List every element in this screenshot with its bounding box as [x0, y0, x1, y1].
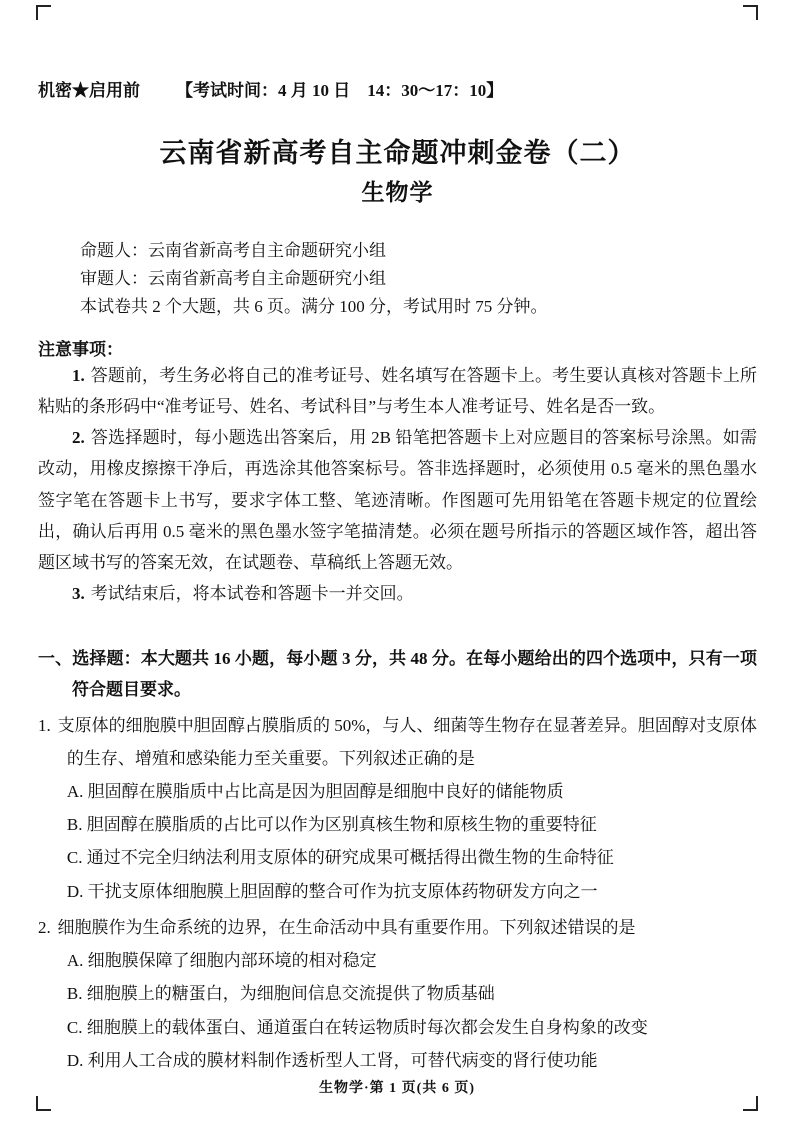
notice-number-3: 3.: [72, 583, 85, 603]
meta-setter: 命题人：云南省新高考自主命题研究小组: [80, 241, 386, 260]
page-header: [38, 76, 757, 101]
crop-mark-top-left: [36, 5, 51, 20]
page-footer: 生物学·第 1 页(共 6 页): [319, 1081, 475, 1096]
paper-meta: [38, 237, 757, 321]
question-2-option-b: B. 细胞膜上的糖蛋白，为细胞间信息交流提供了物质基础: [66, 984, 495, 1004]
paper-subtitle: 生物学: [361, 180, 434, 205]
question-2-option-c: C. 细胞膜上的载体蛋白、通道蛋白在转运物质时每次都会发生自身构象的改变: [66, 1017, 648, 1037]
question-1: [38, 710, 757, 908]
crop-mark-bottom-left: [36, 1096, 51, 1111]
question-2-number: 2.: [38, 917, 51, 937]
notice-heading: 注意事项：: [38, 340, 123, 360]
question-2-stem: [38, 912, 757, 945]
question-1-option-c: C. 通过不完全归纳法利用支原体的研究成果可概括得出微生物的生命特征: [66, 848, 614, 868]
question-1-number: 1.: [38, 715, 51, 735]
exam-time-label: 【考试时间：4 月 10 日 14：30～17：10】: [176, 81, 504, 100]
notice-item-3: [38, 578, 757, 609]
notice-number-2: 2.: [72, 428, 85, 448]
question-1-stem: [38, 710, 757, 775]
question-2-option-a: A. 细胞膜保障了细胞内部环境的相对稳定: [66, 951, 377, 971]
crop-mark-top-right: [743, 5, 758, 20]
section-heading: 一、选择题：本大题共 16 小题，每小题 3 分，共 48 分。在每小题给出的四个选项中，只有一项符合题目要求。: [38, 649, 757, 700]
question-1-option-d: D. 干扰支原体细胞膜上胆固醇的整合可作为抗支原体药物研发方向之一: [66, 881, 598, 901]
question-2: [38, 912, 757, 1077]
notice-text-1: 答题前，考生务必将自己的准考证号、姓名填写在答题卡上。考生要认真核对答题卡上所粘贴的条形码中“准考证号、姓名、考试科目”与考生本人准考证号、姓名是否一致。: [38, 366, 757, 417]
notice-number-1: 1.: [72, 366, 85, 386]
crop-mark-bottom-right: [743, 1096, 758, 1111]
meta-reviewer: 审题人：云南省新高考自主命题研究小组: [80, 269, 386, 289]
notice-text-3: 考试结束后，将本试卷和答题卡一并交回。: [90, 583, 414, 603]
secrecy-label: 机密★启用前: [38, 81, 140, 100]
page-content: [38, 76, 757, 1077]
notice-item-2: [38, 422, 757, 578]
question-2-option-d: D. 利用人工合成的膜材料制作透析型人工肾，可替代病变的肾行使功能: [66, 1050, 598, 1070]
notice-text-2: 答选择题时，每小题选出答案后，用 2B 铅笔把答题卡上对应题目的答案标号涂黑。如需改动，用橡皮擦擦干净后，再选涂其他答案标号。答非选择题时，必须使用 0.5 毫米的黑色墨水签字笔在答题卡上书写，要求字体工整、笔迹清晰。作图题可先用铅笔在答题卡规定的位置绘出，确认后再用 0.5 毫米的黑色墨水签字笔描清楚。必须在题号所指示的答题区域作答，超出答题区域书写的答案无效，在试题卷、草稿纸上答题无效。: [38, 428, 757, 572]
question-1-text: 支原体的细胞膜中胆固醇占膜脂质的 50%，与人、细菌等生物存在显著差异。胆固醇对支原体的生存、增殖和感染能力至关重要。下列叙述正确的是: [57, 715, 757, 768]
question-1-option-b: B. 胆固醇在膜脂质的占比可以作为区别真核生物和原核生物的重要特征: [66, 815, 597, 835]
meta-paper-info: 本试卷共 2 个大题，共 6 页。满分 100 分，考试用时 75 分钟。: [80, 297, 548, 317]
paper-title: 云南省新高考自主命题冲刺金卷（二）: [159, 138, 636, 168]
question-2-text: 细胞膜作为生命系统的边界，在生命活动中具有重要作用。下列叙述错误的是: [57, 917, 636, 937]
question-1-option-a: A. 胆固醇在膜脂质中占比高是因为胆固醇是细胞中良好的储能物质: [66, 782, 564, 802]
notice-item-1: [38, 360, 757, 422]
